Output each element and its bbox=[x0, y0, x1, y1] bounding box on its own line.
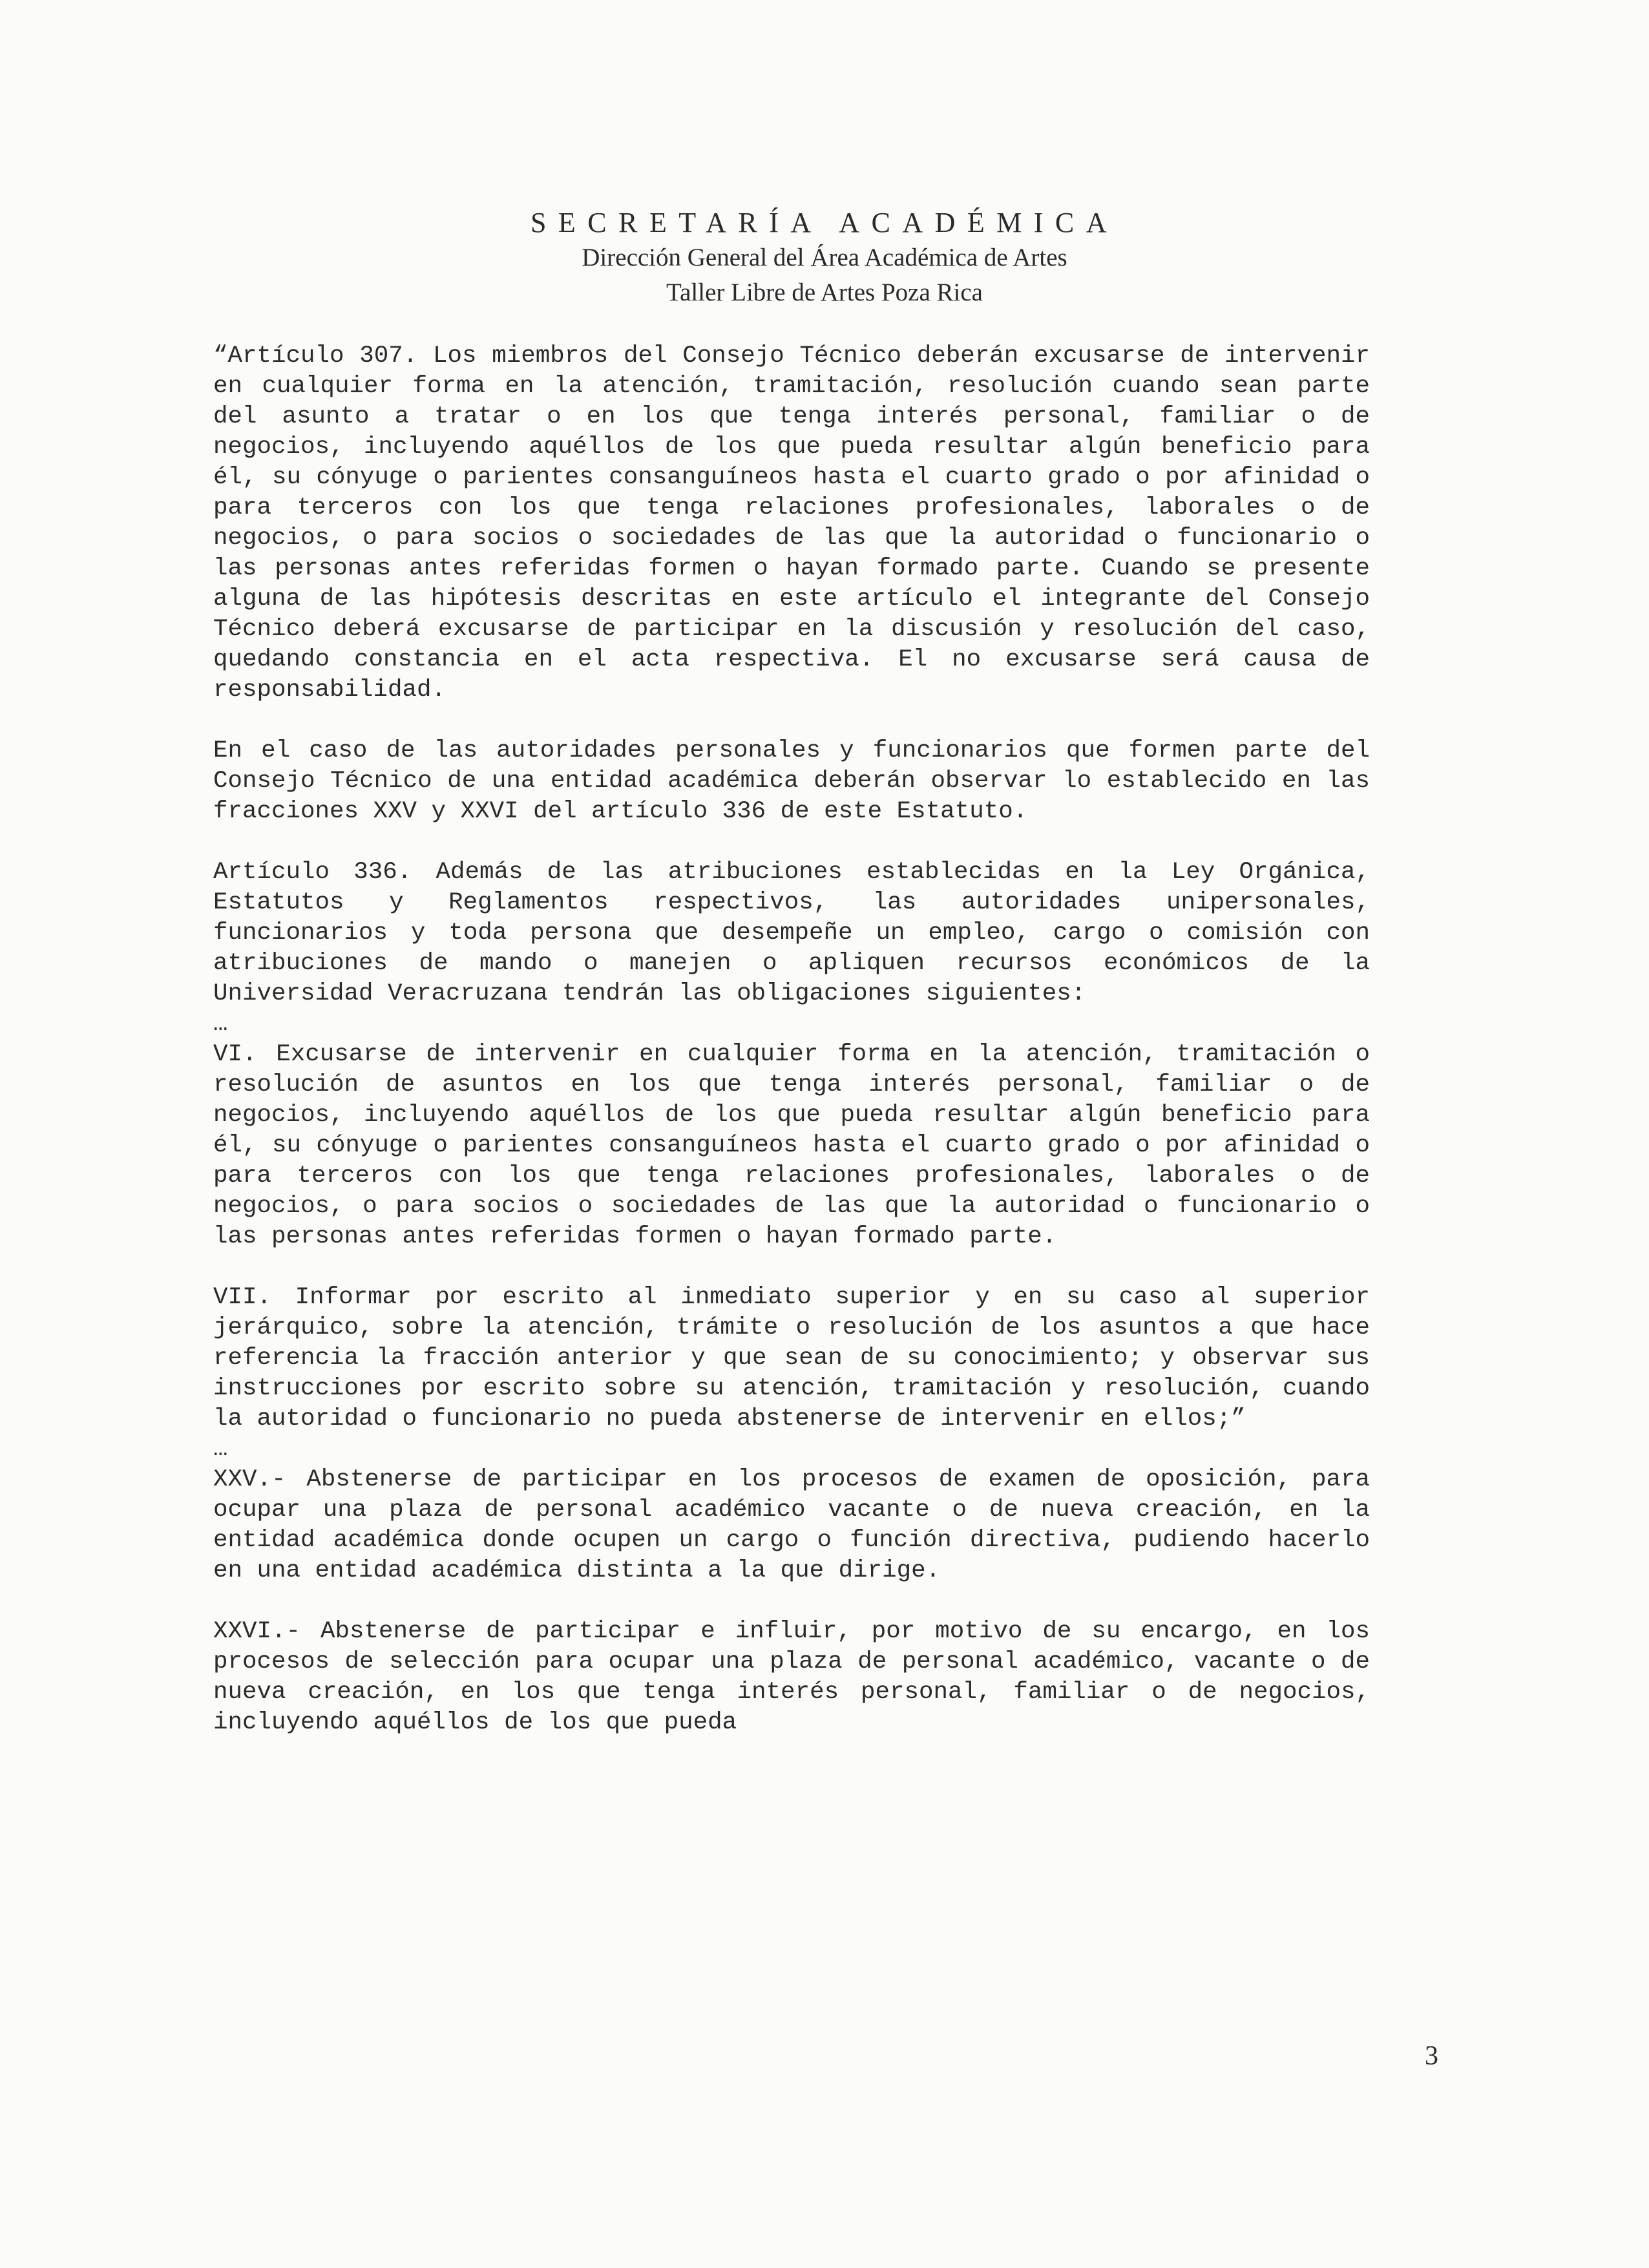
document-body bbox=[213, 341, 1370, 1738]
paragraph-fraction-vi: VI. Excusarse de intervenir en cualquier forma en la atención, tramitación o resolución de asuntos en los que tenga interés personal, familiar o de negocios, incluyendo aquéllos de los que pueda resultar algún beneficio para él, su cónyuge o parientes consanguíneos hasta el cuarto grado o por afinidad o para terceros con los que tenga relaciones profesionales, laborales o de negocios, o para socios o sociedades de las que la autoridad o funcionario o las personas antes referidas formen o hayan formado parte. bbox=[213, 1041, 1370, 1250]
paragraph-article-336: Artículo 336. Además de las atribuciones establecidas en la Ley Orgánica, Estatutos y Reglamentos respectivos, las autoridades unipersonales, funcionarios y toda persona que desempeñe un empleo, cargo o comisión con atribuciones de mando o manejen o apliquen recursos económicos de la Universidad Veracruzana tendrán las obligaciones siguientes: bbox=[213, 859, 1370, 1007]
paragraph-fraction-xxv: XXV.- Abstenerse de participar en los procesos de examen de oposición, para ocupar una plaza de personal académico vacante o de nueva creación, en la entidad académica donde ocupen un cargo o función directiva, pudiendo hacerlo en una entidad académica distinta a la que dirige. bbox=[213, 1466, 1370, 1584]
letterhead-title: SECRETARÍA ACADÉMICA bbox=[530, 207, 1119, 238]
ellipsis-2: … bbox=[213, 1436, 228, 1463]
letterhead-subtitle-direction: Dirección General del Área Académica de Artes bbox=[582, 244, 1067, 271]
paragraph-authorities: En el caso de las autoridades personales y funcionarios que formen parte del Consejo Técnico de una entidad académica deberán observar lo establecido en las fracciones XXV y XXVI del artículo 336 de este Estatuto. bbox=[213, 737, 1370, 825]
paragraph-article-307: “Artículo 307. Los miembros del Consejo Técnico deberán excusarse de intervenir en cualquier forma en la atención, tramitación, resolución cuando sean parte del asunto a tratar o en los que tenga interés personal, familiar o de negocios, incluyendo aquéllos de los que pueda resultar algún beneficio para él, su cónyuge o parientes consanguíneos hasta el cuarto grado o por afinidad o para terceros con los que tenga relaciones profesionales, laborales o de negocios, o para socios o sociedades de las que la autoridad o funcionario o las personas antes referidas formen o hayan formado parte. Cuando se presente alguna de las hipótesis descritas en este artículo el integrante del Consejo Técnico deberá excusarse de participar en la discusión y resolución del caso, quedando constancia en el acta respectiva. El no excusarse será causa de responsabilidad. bbox=[213, 342, 1370, 704]
page-number: 3 bbox=[1425, 2041, 1438, 2071]
letterhead-subtitle-workshop: Taller Libre de Artes Poza Rica bbox=[666, 278, 983, 306]
paragraph-fraction-xxvi: XXVI.- Abstenerse de participar e influir, por motivo de su encargo, en los procesos de selección para ocupar una plaza de personal académico, vacante o de nueva creación, en los que tenga interés personal, familiar o de negocios, incluyendo aquéllos de los que pueda bbox=[213, 1618, 1370, 1736]
letterhead bbox=[0, 205, 1649, 310]
paragraph-fraction-vii: VII. Informar por escrito al inmediato superior y en su caso al superior jerárquico, sobre la atención, trámite o resolución de los asuntos a que hace referencia la fracción anterior y que sean de su conocimiento; y observar sus instrucciones por escrito sobre su atención, tramitación y resolución, cuando la autoridad o funcionario no pueda abstenerse de intervenir en ellos;” bbox=[213, 1284, 1370, 1433]
ellipsis-1: … bbox=[213, 1011, 228, 1038]
